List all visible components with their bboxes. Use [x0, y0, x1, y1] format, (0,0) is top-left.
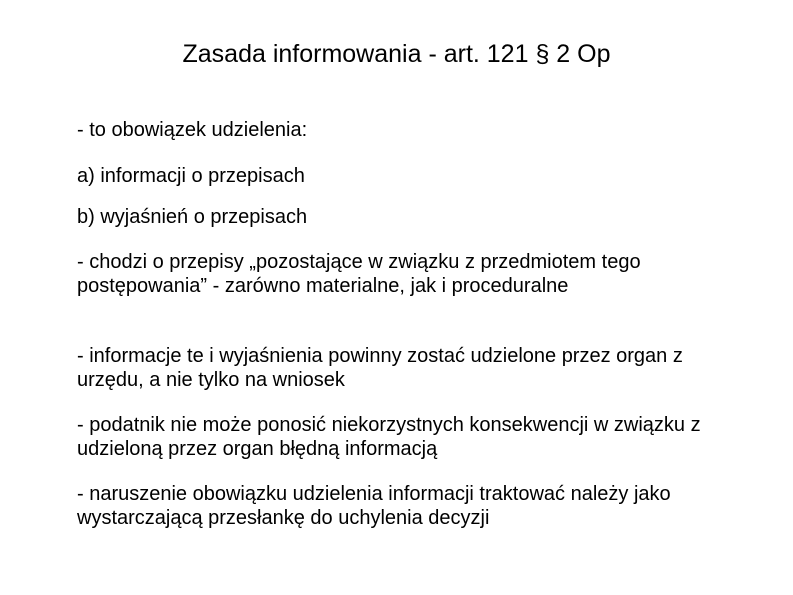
paragraph-item-a: a) informacji o przepisach — [77, 165, 305, 187]
slide-title: Zasada informowania - art. 121 § 2 Op — [182, 40, 611, 68]
paragraph-ex-officio: - informacje te i wyjaśnienia powinny zostać udzielone przez organ z urzędu, a nie tylko na wniosek — [77, 345, 683, 391]
paragraph-obligation-intro: - to obowiązek udzielenia: — [77, 119, 308, 141]
paragraph-scope-of-provisions: - chodzi o przepisy „pozostające w związku z przedmiotem tego postępowania” - zarówno materialne, jak i proceduralne — [77, 251, 641, 297]
paragraph-item-b: b) wyjaśnień o przepisach — [77, 206, 308, 228]
paragraph-no-negative-consequences: - podatnik nie może ponosić niekorzystnych konsekwencji w związku z udzieloną przez organ błędną informacją — [77, 414, 701, 460]
paragraph-violation-grounds: - naruszenie obowiązku udzielenia informacji traktować należy jako wystarczającą przesłankę do uchylenia decyzji — [77, 483, 671, 529]
